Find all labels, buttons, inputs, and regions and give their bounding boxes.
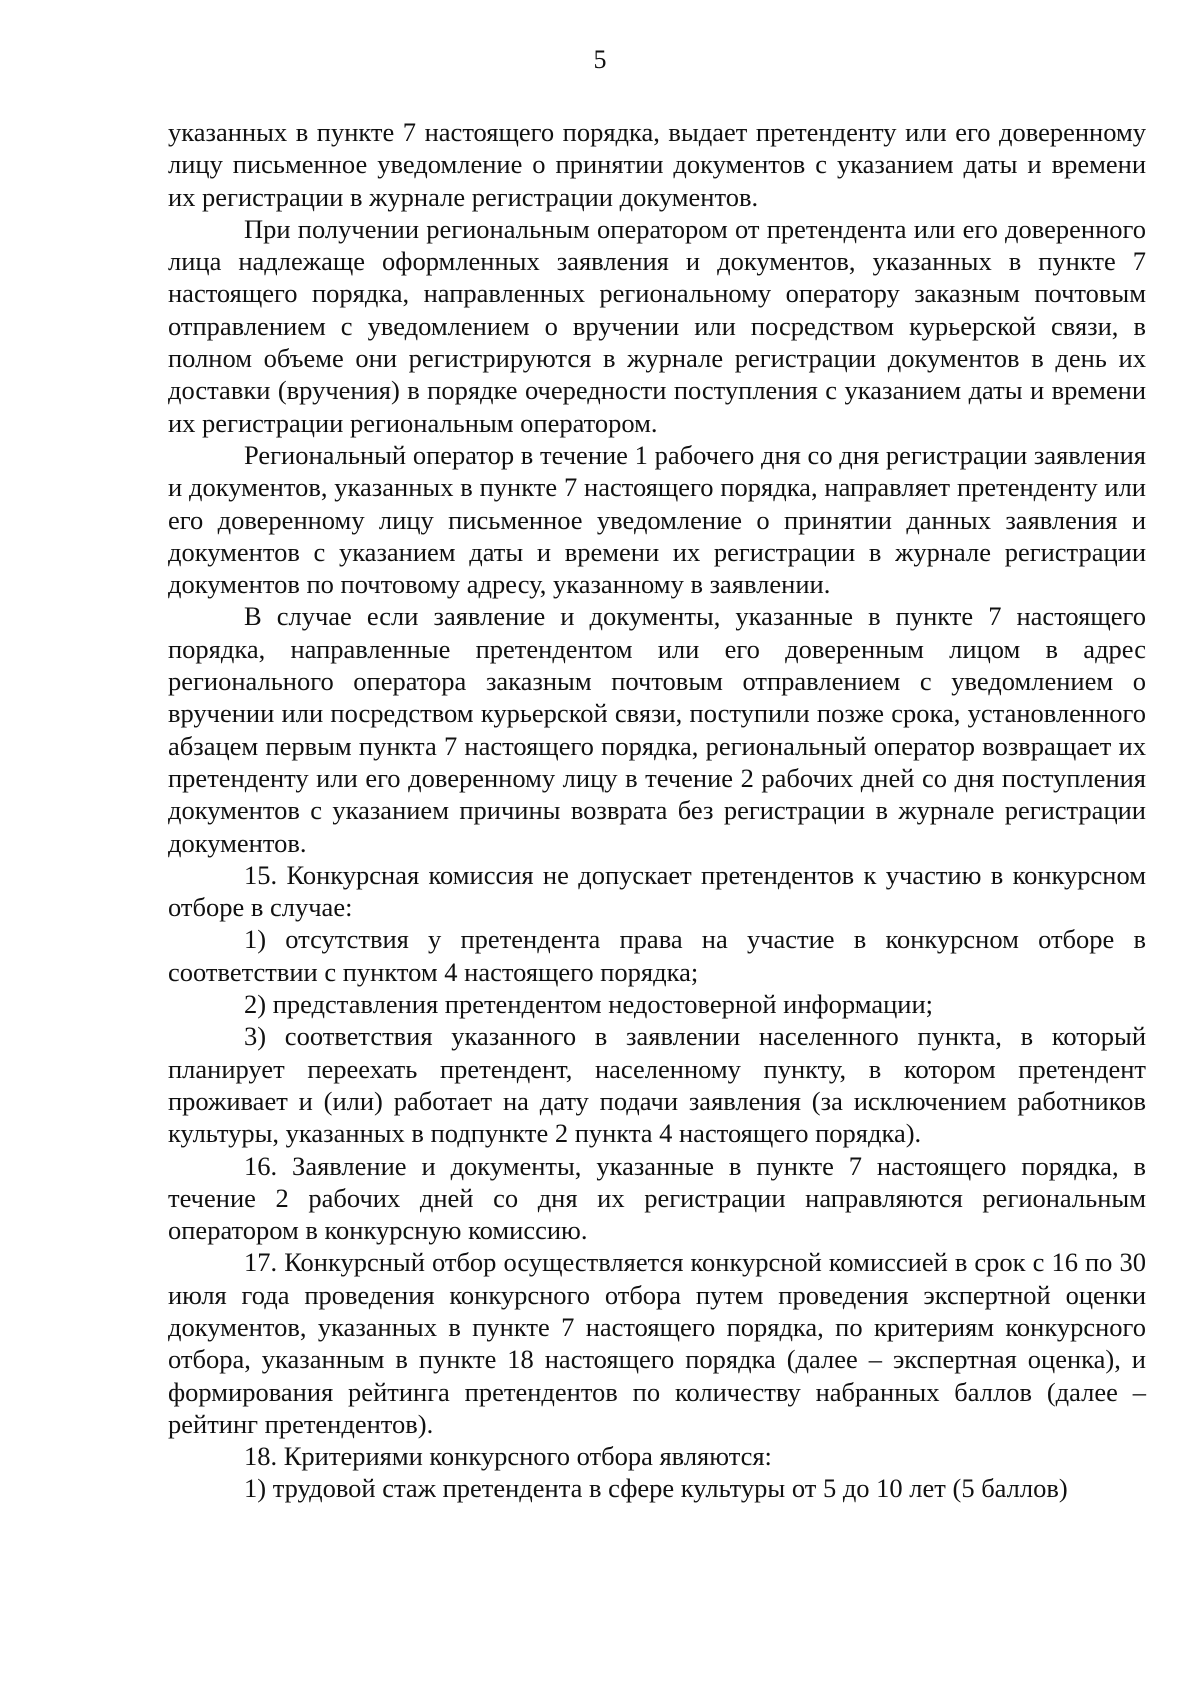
paragraph: В случае если заявление и документы, указанные в пункте 7 настоящего порядка, направленные претендентом или его доверенным лицом в адрес регионального оператора заказным почтовым отправлением с уведомлением о вручении или посредством курьерской связи, поступили позже срока, установленного абзацем первым пункта 7 настоящего порядка, региональный оператор возвращает их претенденту или его доверенному лицу в течение 2 рабочих дней со дня поступления документов с указанием причины возврата без регистрации в журнале регистрации документов. bbox=[168, 601, 1146, 858]
list-item: 1) отсутствия у претендента права на участие в конкурсном отборе в соответствии с пунктом 4 настоящего порядка; bbox=[168, 924, 1146, 987]
paragraph: При получении региональным оператором от претендента или его доверенного лица надлежаще оформленных заявления и документов, указанных в пункте 7 настоящего порядка, направленных региональному оператору заказным почтовым отправлением с уведомлением о вручении или посредством курьерской связи, в полном объеме они регистрируются в журнале регистрации документов в день их доставки (вручения) в порядке очередности поступления с указанием даты и времени их регистрации региональным оператором. bbox=[168, 213, 1146, 438]
paragraph-item-18: 18. Критериями конкурсного отбора являются: bbox=[244, 1441, 772, 1472]
paragraph: указанных в пункте 7 настоящего порядка, выдает претенденту или его доверенному лицу письменное уведомление о принятии документов с указанием даты и времени их регистрации в журнале регистрации документов. bbox=[168, 117, 1146, 212]
paragraph: Региональный оператор в течение 1 рабочего дня со дня регистрации заявления и документов, указанных в пункте 7 настоящего порядка, направляет претенденту или его доверенному лицу письменное уведомление о принятии данных заявления и документов с указанием даты и времени их регистрации в журнале регистрации документов по почтовому адресу, указанному в заявлении. bbox=[168, 439, 1146, 600]
paragraph-item-17: 17. Конкурсный отбор осуществляется конкурсной комиссией в срок с 16 по 30 июля года проведения конкурсного отбора путем проведения экспертной оценки документов, указанных в пункте 7 настоящего порядка, по критериям конкурсного отбора, указанным в пункте 18 настоящего порядка (далее – экспертная оценка), и формирования рейтинга претендентов по количеству набранных баллов (далее – рейтинг претендентов). bbox=[168, 1247, 1146, 1439]
list-item: 1) трудовой стаж претендента в сфере культуры от 5 до 10 лет (5 баллов) bbox=[244, 1473, 1068, 1504]
paragraph-item-16: 16. Заявление и документы, указанные в пункте 7 настоящего порядка, в течение 2 рабочих дней со дня их регистрации направляются региональным оператором в конкурсную комиссию. bbox=[168, 1150, 1146, 1246]
list-item: 3) соответствия указанного в заявлении населенного пункта, в который планирует переехать претендент, населенному пункту, в котором претендент проживает и (или) работает на дату подачи заявления (за исключением работников культуры, указанных в подпункте 2 пункта 4 настоящего порядка). bbox=[168, 1021, 1146, 1149]
paragraph-item-15: 15. Конкурсная комиссия не допускает претендентов к участию в конкурсном отборе в случае: bbox=[168, 859, 1146, 923]
list-item: 2) представления претендентом недостоверной информации; bbox=[244, 989, 934, 1020]
document-body bbox=[168, 116, 1146, 1505]
page-number: 5 bbox=[593, 45, 607, 74]
